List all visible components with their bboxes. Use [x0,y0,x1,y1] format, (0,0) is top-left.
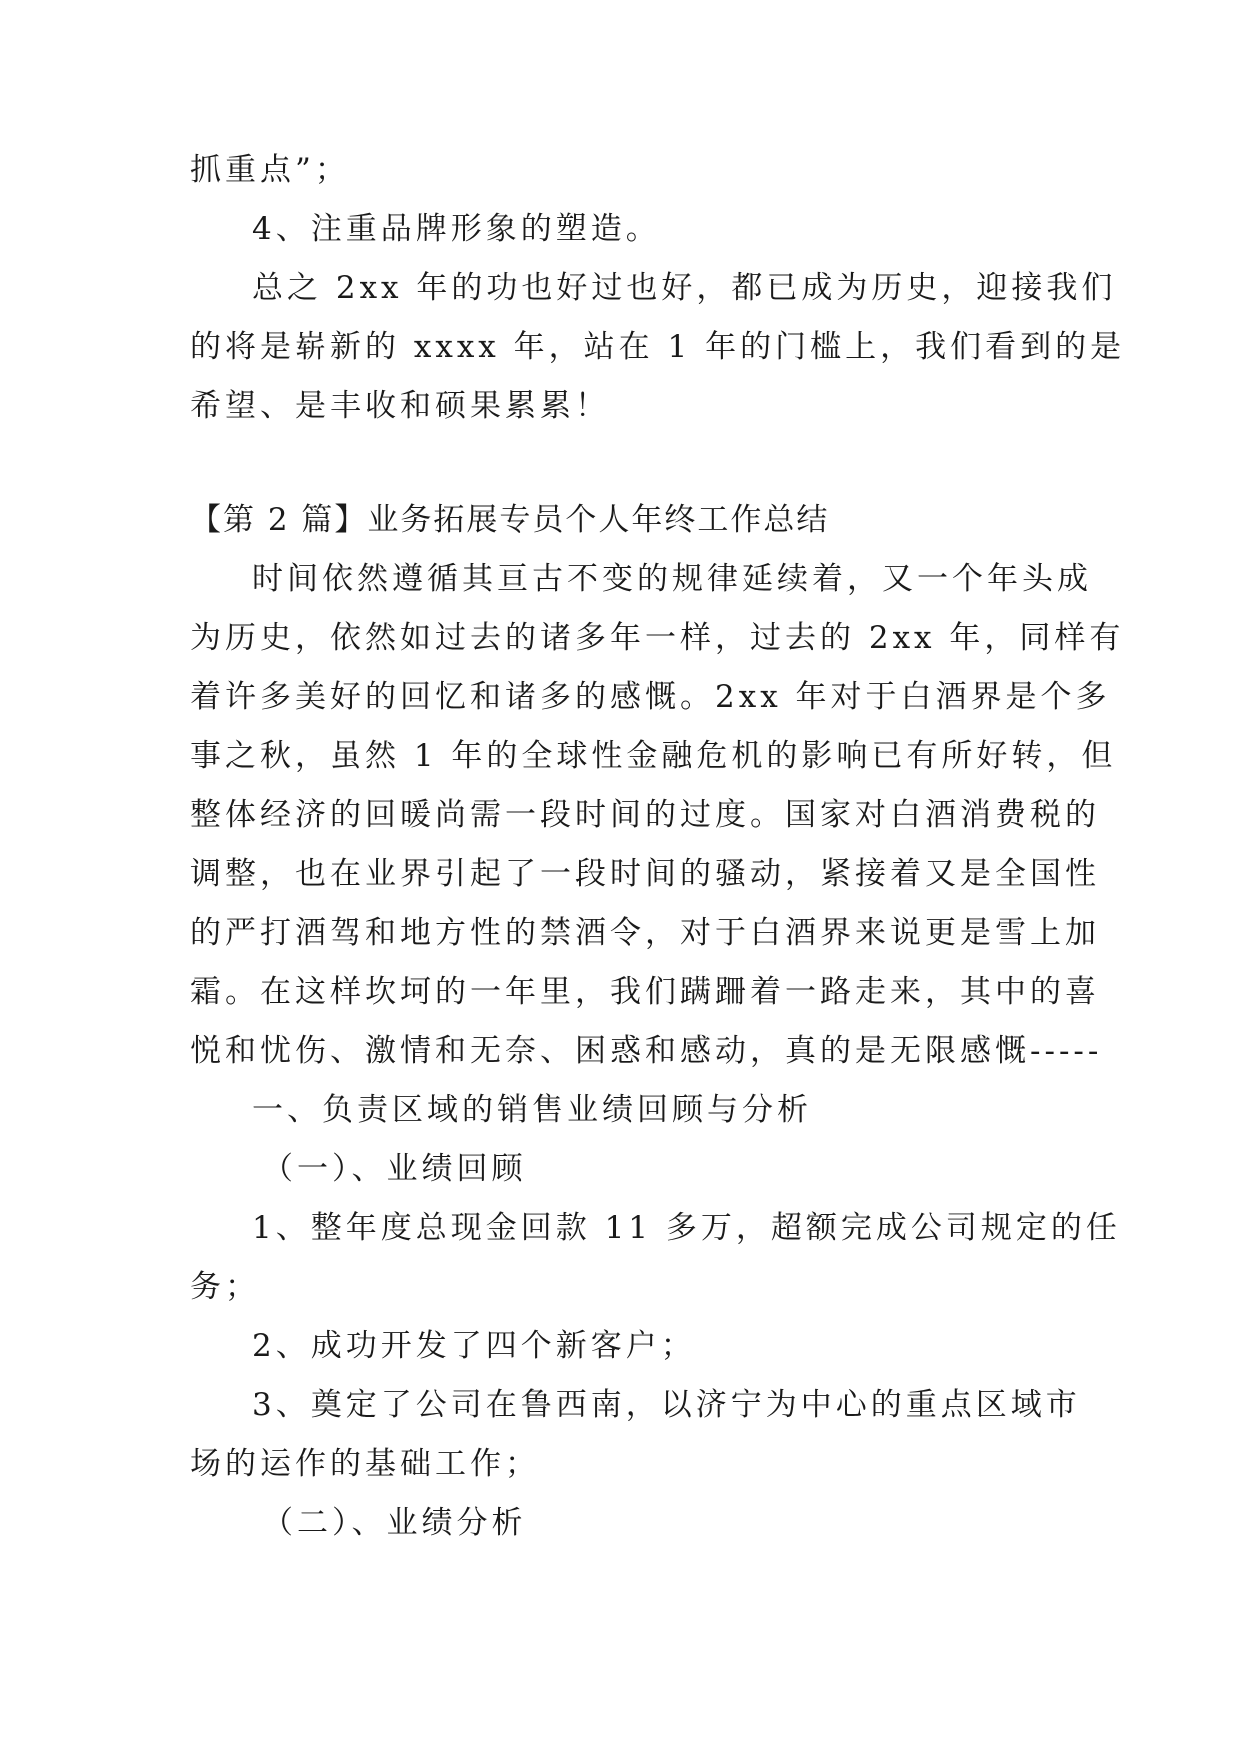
paragraph-line: 事之秋，虽然 1 年的全球性金融危机的影响已有所好转，但 [190,738,1117,774]
paragraph-line: 为历史，依然如过去的诸多年一样，过去的 2xx 年，同样有 [190,620,1125,656]
list-item: 1、整年度总现金回款 11 多万，超额完成公司规定的任 [252,1210,1121,1246]
list-item: 4、注重品牌形象的塑造。 [252,211,661,247]
paragraph-line: 的严打酒驾和地方性的禁酒令，对于白酒界来说更是雪上加 [190,915,1100,951]
paragraph-line: 希望、是丰收和硕果累累！ [190,388,610,424]
subsection-heading: （二）、业绩分析 [262,1505,527,1541]
subsection-heading: （一）、业绩回顾 [262,1151,527,1187]
subsection-heading: 一、负责区域的销售业绩回顾与分析 [252,1092,812,1128]
paragraph-line: 时间依然遵循其亘古不变的规律延续着，又一个年头成 [252,561,1092,597]
paragraph-line: 总之 2xx 年的功也好过也好，都已成为历史，迎接我们 [252,270,1117,306]
paragraph-line: 霜。在这样坎坷的一年里，我们蹒跚着一路走来，其中的喜 [190,974,1100,1010]
list-item: 2、成功开发了四个新客户； [252,1328,696,1364]
list-item: 3、奠定了公司在鲁西南，以济宁为中心的重点区域市 [252,1387,1081,1423]
paragraph-line: 抓重点”； [190,152,350,188]
paragraph-line: 悦和忧伤、激情和无奈、困惑和感动，真的是无限感慨----- [190,1033,1103,1069]
list-item-continuation: 务； [190,1269,260,1305]
section-heading: 【第 2 篇】业务拓展专员个人年终工作总结 [190,502,830,538]
paragraph-line: 调整，也在业界引起了一段时间的骚动，紧接着又是全国性 [190,856,1100,892]
paragraph-line: 着许多美好的回忆和诸多的感慨。2xx 年对于白酒界是个多 [190,679,1111,715]
list-item-continuation: 场的运作的基础工作； [190,1446,540,1482]
paragraph-line: 的将是崭新的 xxxx 年，站在 1 年的门槛上，我们看到的是 [190,329,1126,365]
paragraph-line: 整体经济的回暖尚需一段时间的过度。国家对白酒消费税的 [190,797,1100,833]
